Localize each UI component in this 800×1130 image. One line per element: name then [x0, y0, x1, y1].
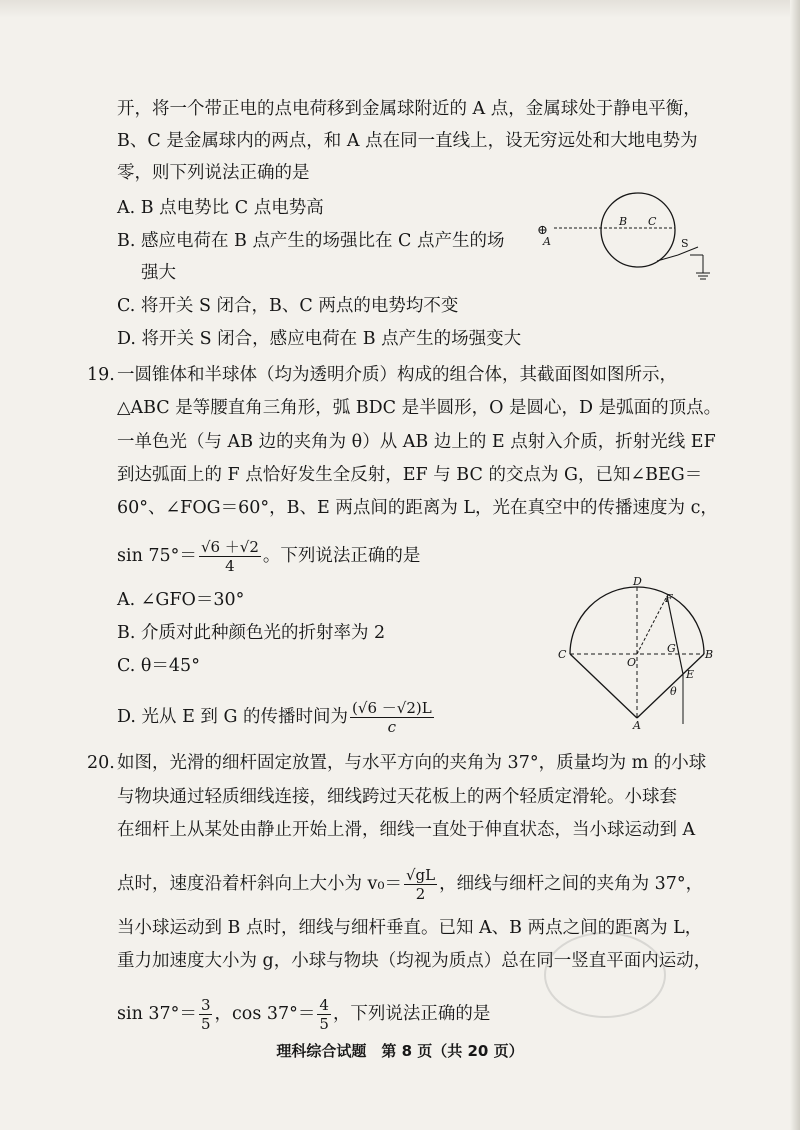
q18-fig-label-c: C: [648, 215, 657, 228]
q19-sin-suffix: 。下列说法正确的是: [262, 546, 421, 566]
q20-sin37-den: 5: [200, 1015, 211, 1033]
q19-sin-den: 4: [225, 557, 235, 575]
q19-line3: 一单色光（与 AB 边的夹角为 θ）从 AB 边上的 E 点射入介质，折射光线 EF: [117, 432, 716, 452]
q19-sin-prefix: sin 75°＝: [117, 546, 197, 566]
q19-option-d-fraction: [350, 699, 434, 736]
page-footer: 理科综合试题 第 8 页（共 20 页）: [276, 1042, 524, 1060]
q20-line3: 在细杆上从某处由静止开始上滑，细线一直处于伸直状态，当小球运动到 A: [117, 820, 696, 840]
q20-line2: 与物块通过轻质细线连接，细线跨过天花板上的两个轻质定滑轮。小球套: [117, 787, 677, 807]
page-edge-shadow: [0, 0, 800, 18]
q18-fig-wire: [657, 255, 678, 261]
q19-fig-label-f: F: [665, 592, 673, 605]
q19-option-d-num: (√6 －√2)L: [352, 699, 432, 717]
q19-line6: [117, 538, 420, 575]
q19-fig-label-theta: θ: [670, 685, 677, 698]
q20-sin37: sin 37°＝: [117, 1004, 197, 1024]
q18-fig-sphere: [601, 193, 675, 267]
q19-fig-label-o: O: [627, 656, 637, 669]
q20-v0-den: 2: [415, 885, 426, 903]
q19-fig-label-b: B: [705, 648, 714, 661]
bleed-through-stamp: [540, 925, 670, 1025]
q19-option-d: [117, 699, 436, 736]
page-edge-shadow-right: [790, 0, 800, 1130]
q20-line7: [117, 996, 490, 1033]
q20-line4: [117, 866, 703, 903]
q18-option-d: D. 将开关 S 闭合，感应电荷在 B 点产生的场强变大: [117, 329, 522, 349]
q20-sin37-fraction: [199, 996, 213, 1033]
q19-fig-label-a: A: [633, 719, 641, 732]
q18-line3: 零，则下列说法正确的是: [117, 163, 310, 183]
q19-fig-label-c: C: [558, 648, 567, 661]
q20-line4-suffix: ，细线与细杆之间的夹角为 37°，: [439, 874, 704, 894]
q19-option-d-prefix: D. 光从 E 到 G 的传播时间为: [117, 707, 349, 727]
q19-sin-num: √6 ＋√2: [200, 538, 259, 556]
q20-line4-prefix: 点时，速度沿着杆斜向上大小为 v₀＝: [117, 874, 402, 894]
q19-line5: 60°、∠FOG＝60°，B、E 两点间的距离为 L，光在真空中的传播速度为 c，: [117, 498, 718, 518]
q19-fig-label-g: G: [667, 642, 676, 655]
q18-line1: 开，将一个带正电的点电荷移到金属球附近的 A 点，金属球处于静电平衡，: [117, 99, 701, 119]
q20-cos37-num: 4: [319, 996, 329, 1014]
q20-line6: 重力加速度大小为 g，小球与物块（均视为质点）总在同一竖直平面内运动，: [117, 951, 712, 971]
q19-number: 19.: [87, 365, 115, 385]
q20-cos37-den: 5: [319, 1015, 329, 1033]
q18-fig-charge: ⊕: [537, 223, 548, 238]
q18-line2: B、C 是金属球内的两点，和 A 点在同一直线上，设无穷远处和大地电势为: [117, 131, 698, 151]
q19-fig-ray-ef: [667, 596, 683, 674]
q20-v0-num: √gL: [405, 866, 436, 884]
q19-sin-fraction: [199, 538, 261, 575]
q18-option-a: A. B 点电势比 C 点电势高: [117, 198, 324, 218]
q19-option-b: B. 介质对此种颜色光的折射率为 2: [117, 623, 386, 643]
q20-sin37-num: 3: [200, 996, 211, 1014]
q20-line7-suffix: ，下列说法正确的是: [332, 1004, 491, 1024]
q18-fig-label-b: B: [619, 215, 628, 228]
q20-v0-fraction: [404, 866, 437, 903]
q18-option-c: C. 将开关 S 闭合，B、C 两点的电势均不变: [117, 296, 459, 316]
q20-line5: 当小球运动到 B 点时，细线与细杆垂直。已知 A、B 两点之间的距离为 L，: [117, 918, 703, 938]
q18-option-b: B. 感应电荷在 B 点产生的场强比在 C 点产生的场: [117, 231, 505, 251]
q20-line1: 如图，光滑的细杆固定放置，与水平方向的夹角为 37°，质量均为 m 的小球: [117, 753, 707, 773]
q19-line1: 一圆锥体和半球体（均为透明介质）构成的组合体，其截面图如图所示，: [117, 365, 677, 385]
q18-option-b-cont: 强大: [141, 263, 176, 283]
q19-option-a: A. ∠GFO＝30°: [117, 590, 245, 610]
q18-figure: [535, 195, 715, 290]
q19-line2: △ABC 是等腰直角三角形，弧 BDC 是半圆形，O 是圆心，D 是弧面的顶点。: [117, 398, 722, 418]
q20-cos37: ，cos 37°＝: [214, 1004, 316, 1024]
q20-number: 20.: [87, 753, 115, 773]
q19-option-d-den: c: [387, 718, 397, 736]
q19-fig-label-e: E: [686, 668, 695, 681]
q19-fig-radius-of: [637, 596, 667, 654]
q19-figure: [555, 575, 715, 732]
q18-fig-label-s: S: [681, 237, 689, 250]
q18-fig-label-a: A: [543, 235, 551, 248]
q19-fig-label-d: D: [633, 575, 642, 588]
q19-option-c: C. θ＝45°: [117, 656, 200, 676]
q20-cos37-fraction: [317, 996, 331, 1033]
q19-line4: 到达弧面上的 F 点恰好发生全反射，EF 与 BC 的交点为 G，已知∠BEG＝: [117, 465, 703, 485]
